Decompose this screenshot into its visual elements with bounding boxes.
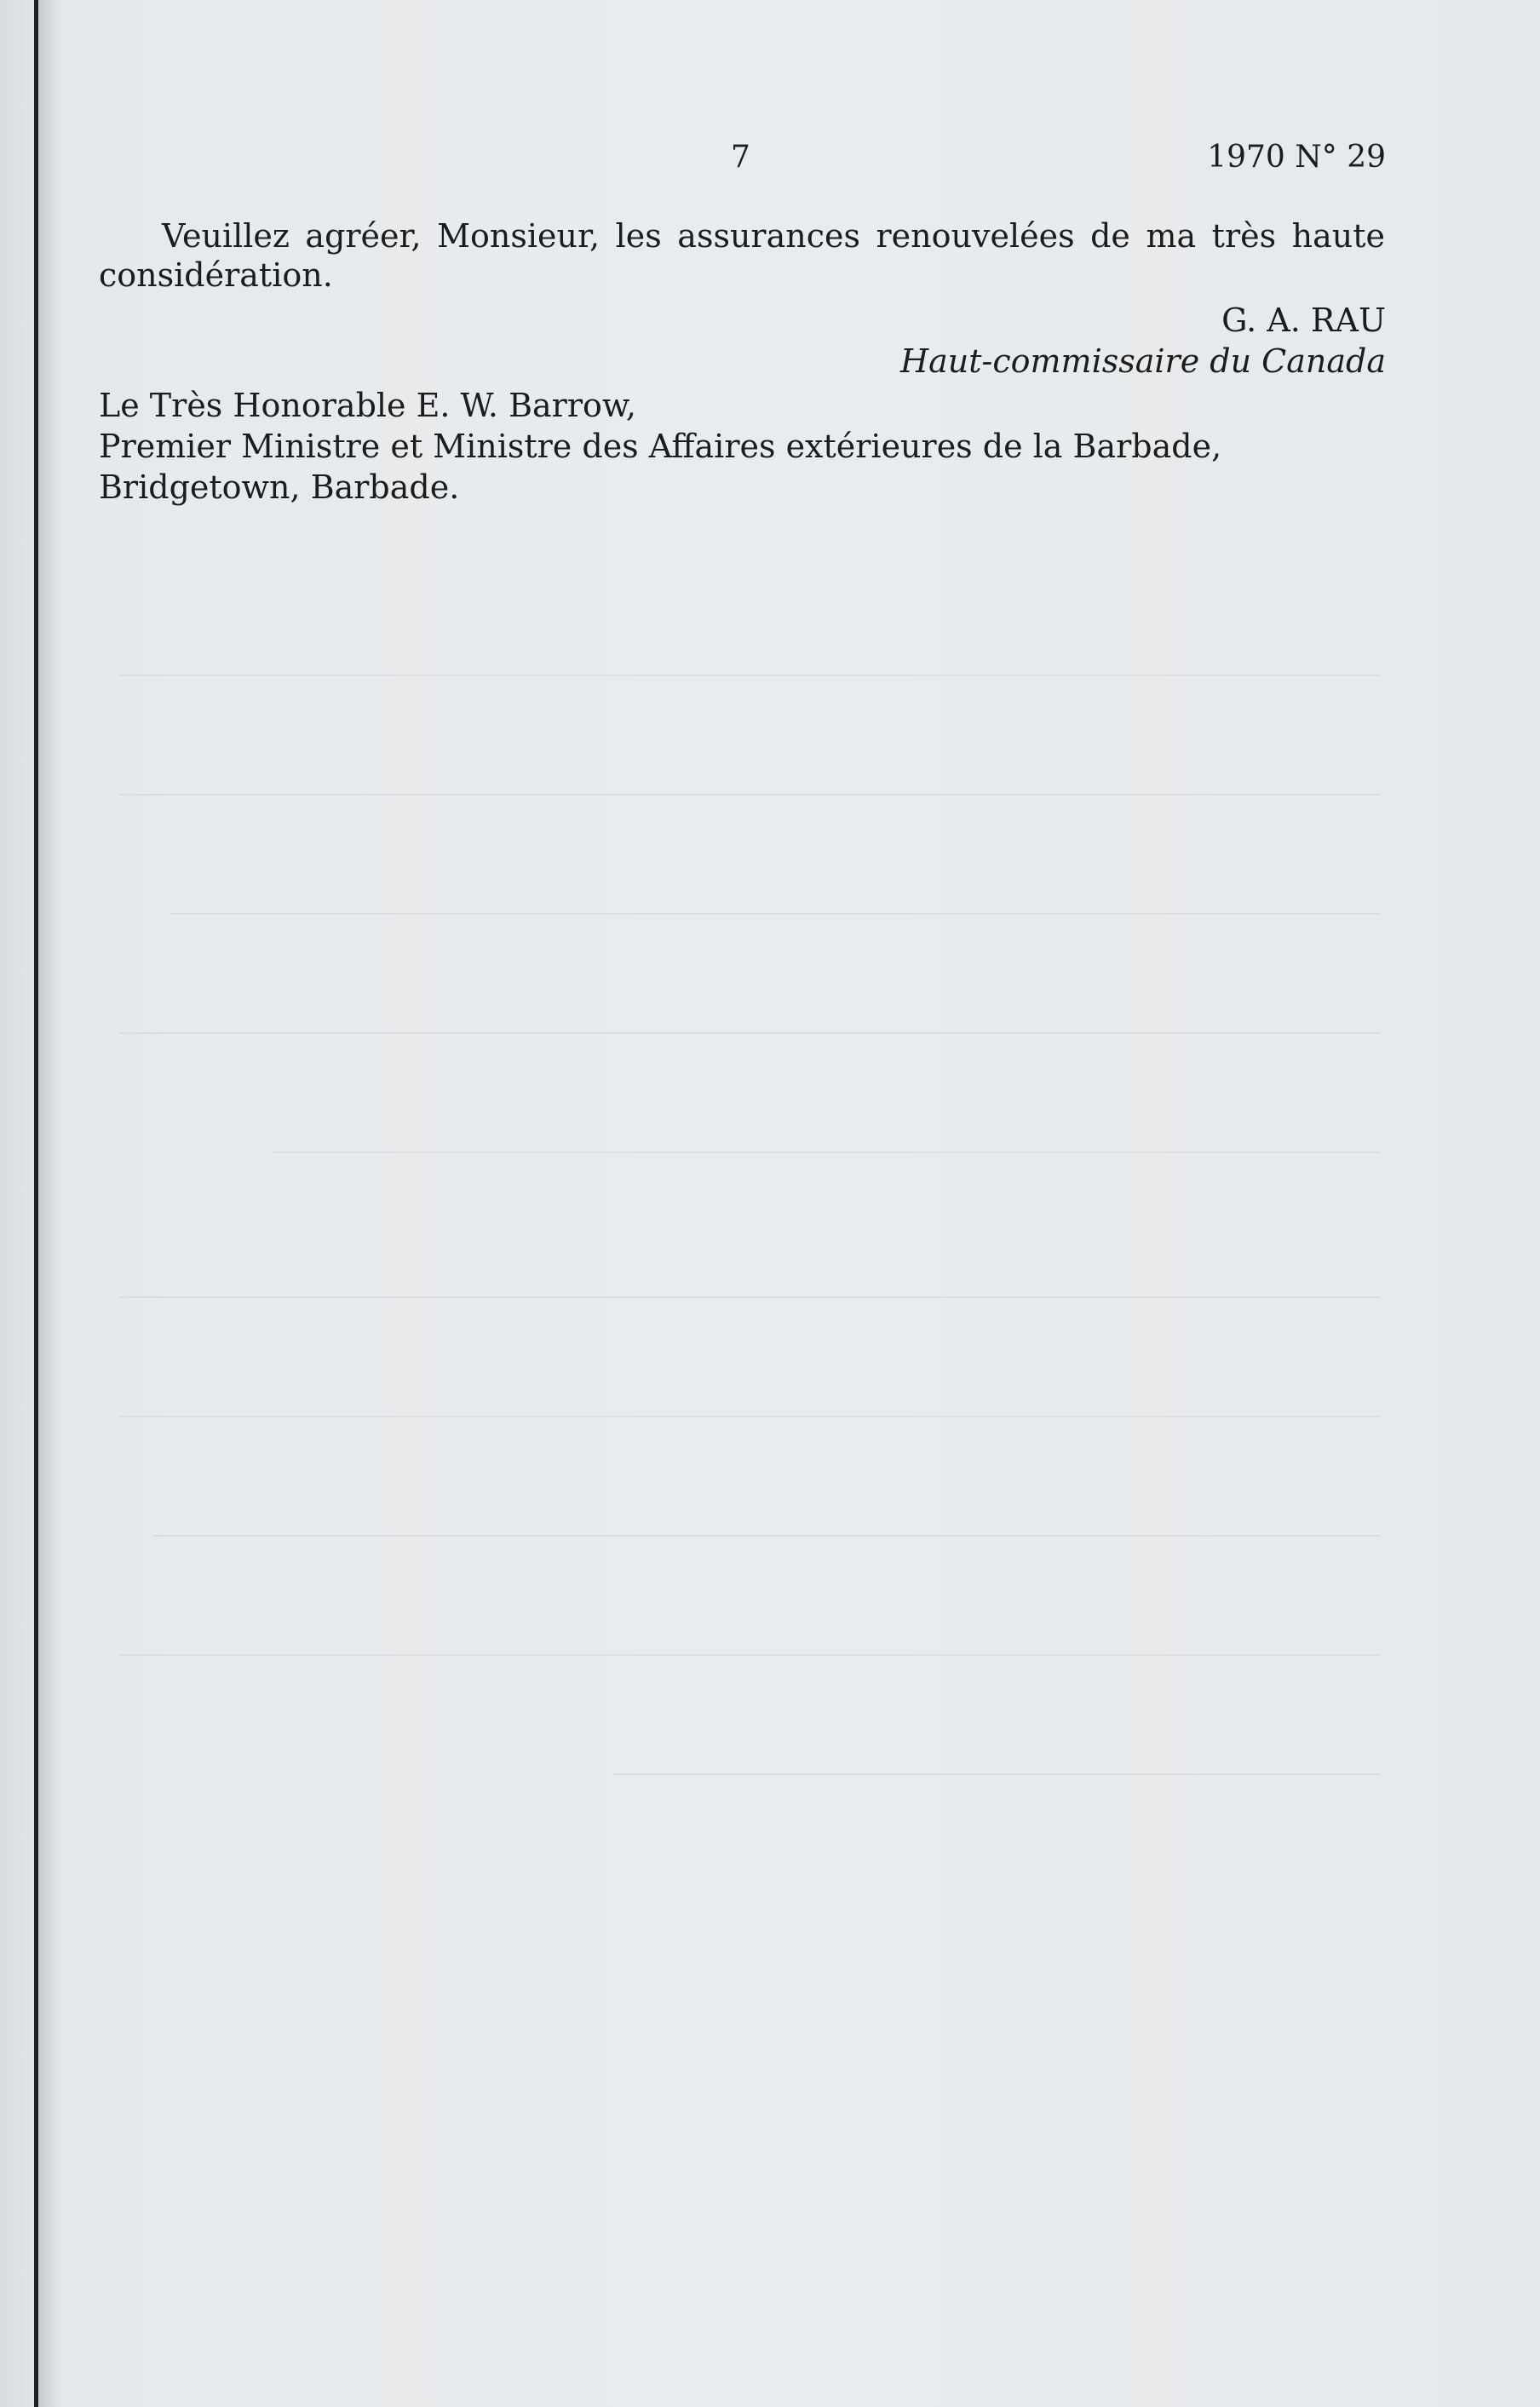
page-header [0, 140, 1540, 182]
signature-block [900, 300, 1386, 382]
signatory-title: Haut-commissaire du Canada [899, 342, 1386, 380]
addressee-line: Le Très Honorable E. W. Barrow, [99, 387, 636, 424]
addressee-line: Premier Ministre et Ministre des Affaires extérieures de la Barbade, [99, 428, 1222, 465]
closing-paragraph: Veuillez agréer, Monsieur, les assurances renouvelées de ma très haute considération. [99, 217, 1385, 294]
page-number: 7 [731, 140, 750, 175]
signatory-name: G. A. RAU [1221, 302, 1386, 339]
addressee-line: Bridgetown, Barbade. [99, 468, 460, 506]
reverse-side-show-through [102, 579, 1380, 1431]
addressee-block [99, 385, 1385, 508]
binding-shadow [38, 0, 64, 2407]
issue-reference: 1970 N° 29 [1207, 140, 1386, 175]
